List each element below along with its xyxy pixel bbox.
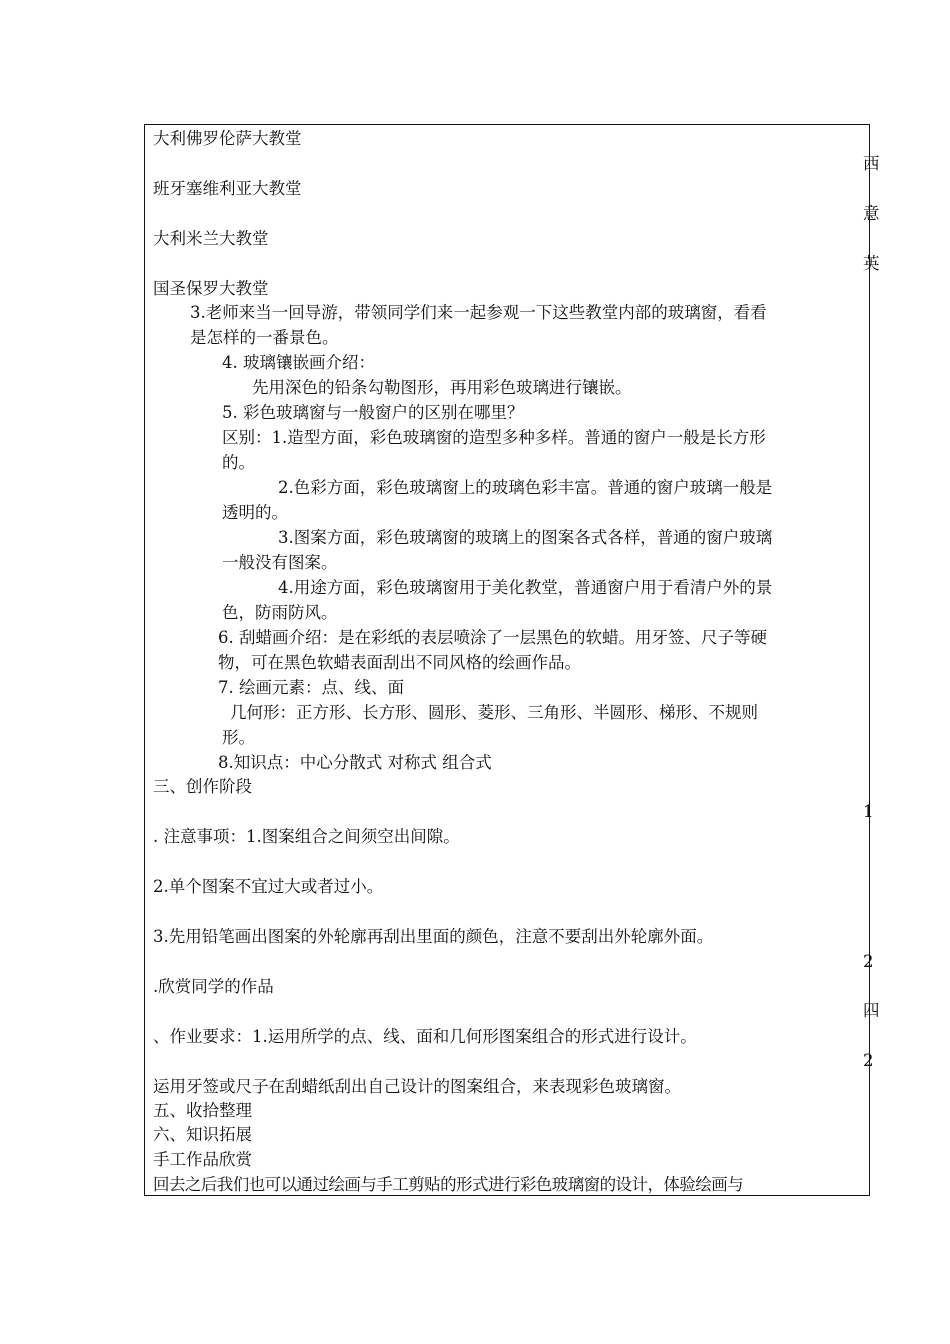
text-line: 2.单个图案不宜过大或者过小。 xyxy=(153,877,384,896)
margin-char: 英 xyxy=(863,254,880,273)
text-line: 4.用途方面，彩色玻璃窗用于美化教堂，普通窗户用于看清户外的景 xyxy=(278,578,773,597)
text-line: . 注意事项：1.图案组合之间须空出间隙。 xyxy=(153,827,460,846)
text-line: 先用深色的铅条勾勒图形，再用彩色玻璃进行镶嵌。 xyxy=(252,378,632,397)
section-heading: 六、知识拓展 xyxy=(153,1125,252,1144)
text-line: 3.图案方面，彩色玻璃窗的玻璃上的图案各式各样，普通的窗户玻璃 xyxy=(278,528,773,547)
section-heading: 五、收拾整理 xyxy=(153,1101,252,1120)
text-line: 班牙塞维利亚大教堂 xyxy=(153,179,302,198)
text-line: 色，防雨防风。 xyxy=(222,603,338,622)
text-line: 4. 玻璃镶嵌画介绍： xyxy=(222,353,375,372)
text-line: 透明的。 xyxy=(222,503,288,522)
text-line: 形。 xyxy=(222,728,255,747)
margin-char: 四 xyxy=(863,1001,880,1020)
text-line: 几何形：正方形、长方形、圆形、菱形、三角形、半圆形、梯形、不规则 xyxy=(230,703,758,722)
margin-char: 意 xyxy=(863,204,880,223)
text-line: 运用牙签或尺子在刮蜡纸刮出自己设计的图案组合，来表现彩色玻璃窗。 xyxy=(153,1077,681,1096)
text-line: 一般没有图案。 xyxy=(222,553,338,572)
text-line: 3.老师来当一回导游，带领同学们来一起参观一下这些教堂内部的玻璃窗，看看 xyxy=(190,303,767,322)
text-line: 3.先用铅笔画出图案的外轮廓再刮出里面的颜色，注意不要刮出外轮廓外面。 xyxy=(153,927,714,946)
text-line: 是怎样的一番景色。 xyxy=(190,328,339,347)
text-line: 6. 刮蜡画介绍：是在彩纸的表层喷涂了一层黑色的软蜡。用牙签、尺子等硬 xyxy=(218,628,767,647)
text-line: 2.色彩方面，彩色玻璃窗上的玻璃色彩丰富。普通的窗户玻璃一般是 xyxy=(278,478,773,497)
text-line: 大利米兰大教堂 xyxy=(153,229,269,248)
text-line: 手工作品欣赏 xyxy=(153,1150,252,1169)
text-line: 的。 xyxy=(222,453,255,472)
margin-char: 2 xyxy=(863,952,874,971)
section-heading: 三、创作阶段 xyxy=(153,777,252,796)
margin-char: 西 xyxy=(863,154,880,173)
text-line: 大利佛罗伦萨大教堂 xyxy=(153,129,302,148)
text-line: 区别：1.造型方面，彩色玻璃窗的造型多种多样。普通的窗户一般是长方形 xyxy=(222,428,766,447)
text-line: 国圣保罗大教堂 xyxy=(153,279,269,298)
text-line: 、作业要求：1.运用所学的点、线、面和几何形图案组合的形式进行设计。 xyxy=(153,1027,697,1046)
text-line: 回去之后我们也可以通过绘画与手工剪贴的形式进行彩色玻璃窗的设计，体验绘画与 xyxy=(153,1175,744,1194)
text-line: 物，可在黑色软蜡表面刮出不同风格的绘画作品。 xyxy=(218,653,581,672)
text-line: 5. 彩色玻璃窗与一般窗户的区别在哪里？ xyxy=(222,403,524,422)
text-line: 8.知识点：中心分散式 对称式 组合式 xyxy=(218,753,492,772)
text-line: 7. 绘画元素：点、线、面 xyxy=(218,678,404,697)
margin-char: 1 xyxy=(863,802,874,821)
margin-char: 2 xyxy=(863,1051,874,1070)
text-line: .欣赏同学的作品 xyxy=(153,977,274,996)
